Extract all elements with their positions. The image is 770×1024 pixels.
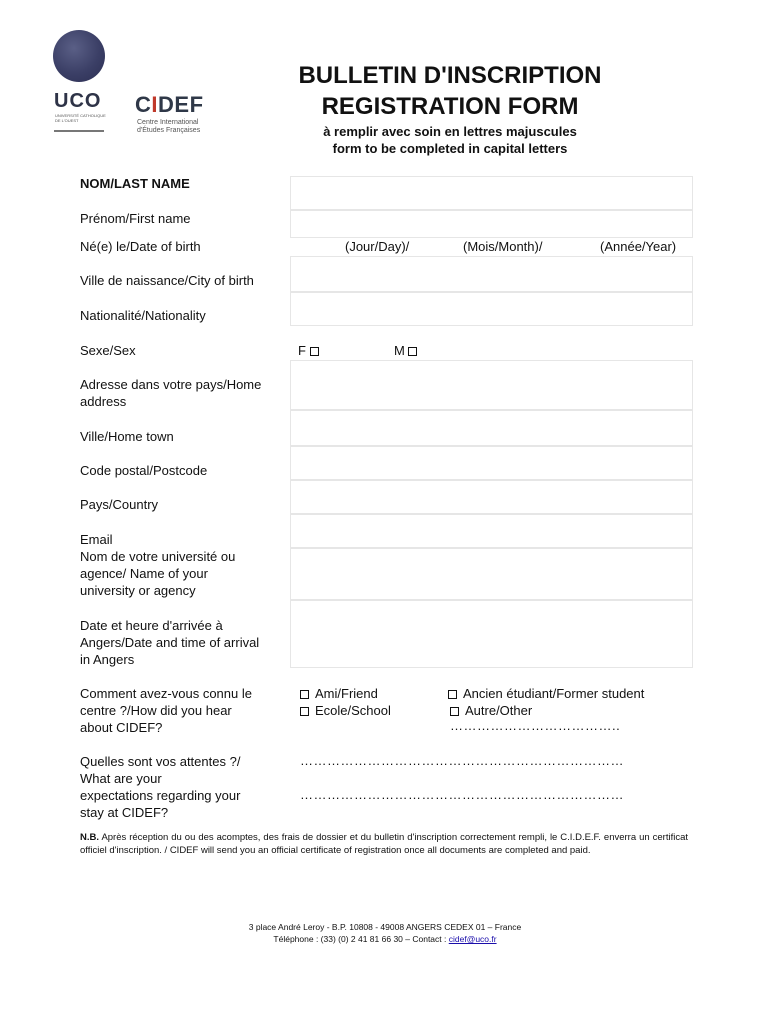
cidef-logo-suffix: DEF: [158, 92, 204, 117]
last-name-field[interactable]: [290, 176, 693, 210]
how-known-label-line1: Comment avez-vous connu le: [80, 686, 252, 701]
university-label-line3: university or agency: [80, 583, 196, 598]
dob-label: Né(e) le/Date of birth: [80, 239, 201, 254]
former-student-label: Ancien étudiant/Former student: [463, 686, 645, 701]
other-label: Autre/Other: [465, 703, 533, 718]
cidef-logo: [135, 92, 204, 118]
address-label-line1: Adresse dans votre pays/Home: [80, 377, 262, 392]
dob-year-label: (Année/Year): [600, 239, 677, 254]
registration-note: [80, 831, 688, 857]
expectations-label-line1: Quelles sont vos attentes ?/: [80, 754, 241, 769]
form-title-en: REGISTRATION FORM: [321, 93, 579, 120]
former-student-checkbox[interactable]: [448, 690, 457, 699]
note-text: Après réception du ou des acomptes, des frais de dossier et du bulletin d'inscription correctement rempli, le C.I.D.E.F. enverra un certificat officiel d'inscription. / CIDEF will send you an official certificate of registration once all documents are completed and paid.: [80, 832, 688, 856]
sex-f-checkbox[interactable]: [310, 347, 319, 356]
option-school[interactable]: [300, 702, 391, 719]
footer-address: 3 place André Leroy - B.P. 10808 - 49008 ANGERS CEDEX 01 – France: [248, 922, 522, 932]
sex-m-checkbox[interactable]: [408, 347, 417, 356]
university-label-line1: Nom de votre université ou: [80, 549, 236, 564]
uco-logo-divider: [54, 130, 104, 132]
footer-phone: Téléphone : (33) (0) 2 41 81 66 30 – Contact :: [273, 934, 449, 944]
sex-option-m[interactable]: [394, 342, 423, 359]
sex-label: Sexe/Sex: [80, 343, 136, 358]
university-field[interactable]: [290, 548, 693, 600]
arrival-label-line1: Date et heure d'arrivée à: [80, 618, 223, 633]
how-known-label: [80, 685, 285, 736]
other-fill-line[interactable]: ………………………………..: [450, 718, 621, 733]
arrival-label-line3: in Angers: [80, 652, 135, 667]
form-title-fr: BULLETIN D'INSCRIPTION: [298, 62, 602, 89]
address-field[interactable]: [290, 360, 693, 410]
uco-logo-text: UCO: [54, 90, 102, 112]
cidef-sub-line2: d'Études Françaises: [137, 127, 201, 134]
other-checkbox[interactable]: [450, 707, 459, 716]
arrival-field[interactable]: [290, 600, 693, 668]
city-of-birth-label: Ville de naissance/City of birth: [80, 273, 254, 288]
expectations-label-line2: What are your: [80, 771, 162, 786]
expectations-label-line4: stay at CIDEF?: [80, 805, 169, 820]
dob-day-label: (Jour/Day)/: [345, 239, 410, 254]
postcode-label: Code postal/Postcode: [80, 463, 208, 478]
expectations-fill-line-1[interactable]: ………………………………………………………………: [300, 753, 624, 768]
country-field[interactable]: [290, 480, 693, 514]
home-town-label: Ville/Home town: [80, 429, 174, 444]
postcode-field[interactable]: [290, 446, 693, 480]
school-checkbox[interactable]: [300, 707, 309, 716]
address-label-line2: address: [80, 394, 127, 409]
how-known-label-line3: about CIDEF?: [80, 720, 163, 735]
sex-f-label: F: [298, 343, 306, 358]
footer-contact: [150, 934, 620, 944]
first-name-field[interactable]: [290, 210, 693, 238]
how-known-label-line2: centre ?/How did you hear: [80, 703, 232, 718]
cidef-logo-subtitle: [137, 119, 217, 135]
first-name-label: Prénom/First name: [80, 211, 191, 226]
footer-email-link[interactable]: cidef@uco.fr: [448, 934, 497, 944]
nationality-field[interactable]: [290, 292, 693, 326]
uco-logo-subtitle: UNIVERSITÉ CATHOLIQUE DE L'OUEST: [55, 113, 106, 123]
expectations-fill-line-2[interactable]: ………………………………………………………………: [300, 787, 624, 802]
city-of-birth-field[interactable]: [290, 256, 693, 292]
email-field[interactable]: [290, 514, 693, 548]
expectations-label-line3: expectations regarding your: [80, 788, 241, 803]
cidef-logo-i: I: [151, 92, 159, 117]
arrival-label-line2: Angers/Date and time of arrival: [80, 635, 260, 650]
home-town-field[interactable]: [290, 410, 693, 446]
cidef-sub-line1: Centre International: [137, 119, 199, 126]
university-label: [80, 548, 285, 599]
cidef-logo-prefix: C: [135, 92, 152, 117]
uco-logo-emblem: [53, 30, 105, 82]
friend-label: Ami/Friend: [315, 686, 378, 701]
sex-m-label: M: [394, 343, 405, 358]
expectations-label: [80, 753, 285, 821]
option-other[interactable]: [450, 702, 532, 719]
note-prefix: N.B.: [80, 832, 99, 843]
university-label-line2: agence/ Name of your: [80, 566, 208, 581]
address-label: [80, 376, 285, 410]
friend-checkbox[interactable]: [300, 690, 309, 699]
sex-option-f[interactable]: [298, 342, 325, 359]
form-subtitle-en: form to be completed in capital letters: [332, 141, 568, 156]
school-label: Ecole/School: [315, 703, 391, 718]
nationality-label: Nationalité/Nationality: [80, 308, 206, 323]
dob-month-label: (Mois/Month)/: [463, 239, 543, 254]
arrival-label: [80, 617, 285, 668]
email-label: Email: [80, 532, 113, 547]
option-friend[interactable]: [300, 685, 378, 702]
last-name-label: NOM/LAST NAME: [80, 176, 190, 191]
option-former-student[interactable]: [448, 685, 644, 702]
form-subtitle-fr: à remplir avec soin en lettres majuscules: [323, 124, 577, 139]
country-label: Pays/Country: [80, 497, 159, 512]
